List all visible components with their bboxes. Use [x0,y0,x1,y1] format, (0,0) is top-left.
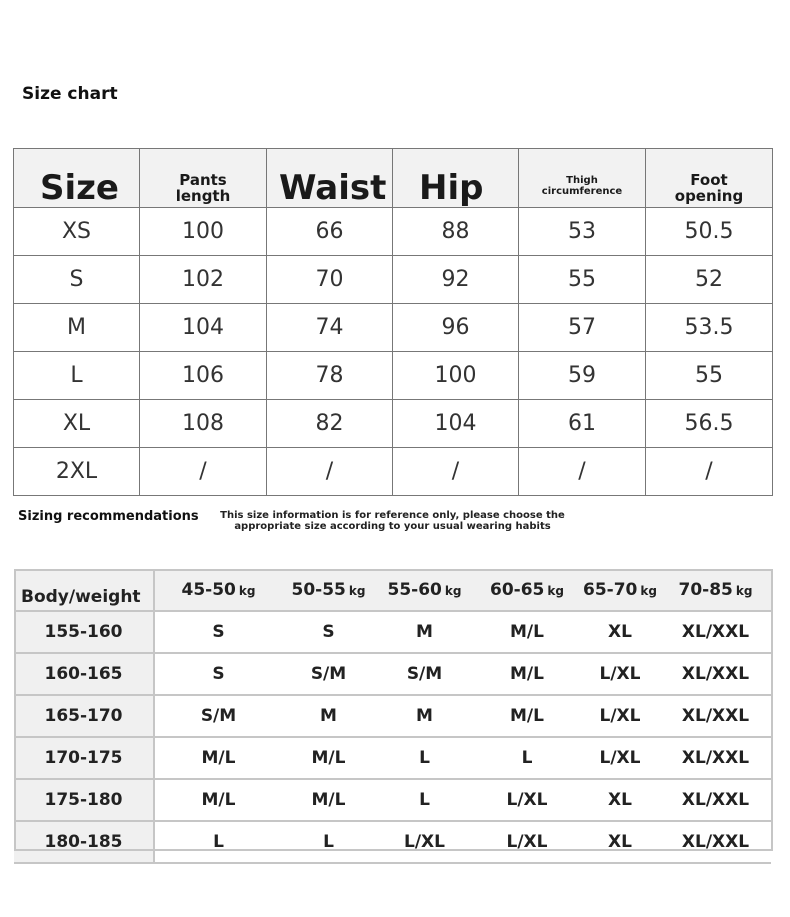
measurement-cell: 57 [519,304,646,352]
recommended-size-cell: L/XL [580,737,660,779]
recommended-size-cell: M/L [474,611,580,653]
recommended-size-cell: L [154,821,282,863]
recommended-size-cell: M/L [474,695,580,737]
recommended-size-cell: L/XL [375,821,474,863]
size-row [14,208,773,256]
recommended-size-cell: M/L [154,779,282,821]
size-label-cell: M [14,304,140,352]
measurement-cell: 102 [140,256,267,304]
measurement-cell: / [267,448,393,496]
kg-unit: kg [238,583,256,598]
weight-header [580,569,660,611]
header-pants-length-text: Pants length [175,171,231,205]
recommended-size-cell: M [375,695,474,737]
recommendation-row [14,779,771,821]
header-foot-opening [646,149,773,208]
weight-range: 50-55 [291,579,346,600]
recommended-size-cell: XL/XXL [660,821,771,863]
header-thigh-text: Thigh circumference [541,175,623,197]
recommendation-row [14,737,771,779]
recommended-size-cell: S [282,611,375,653]
recommended-size-cell: S [154,653,282,695]
recommended-size-cell: M/L [154,737,282,779]
weight-header [660,569,771,611]
recommended-size-cell: M/L [474,653,580,695]
measurement-cell: 104 [140,304,267,352]
kg-unit: kg [547,583,564,598]
recommended-size-cell: L [375,779,474,821]
recommendation-row [14,821,771,863]
recommended-size-cell: L [474,737,580,779]
weight-range: 70-85 [678,579,733,600]
measurement-cell: 52 [646,256,773,304]
body-weight-corner: Body/weight [14,569,154,611]
measurement-cell: 92 [393,256,519,304]
height-range-cell: 165-170 [14,695,154,737]
size-row [14,448,773,496]
measurement-cell: / [646,448,773,496]
measurement-cell: 55 [646,352,773,400]
recommended-size-cell: S/M [375,653,474,695]
header-size: Size [14,149,140,208]
measurement-cell: 96 [393,304,519,352]
kg-unit: kg [640,583,657,598]
measurement-cell: 70 [267,256,393,304]
weight-header [154,569,282,611]
size-label-cell: XL [14,400,140,448]
recommended-size-cell: L/XL [474,779,580,821]
measurement-cell: 55 [519,256,646,304]
kg-unit: kg [348,583,366,598]
recommendation-row [14,653,771,695]
weight-range: 55-60 [387,579,442,600]
size-row [14,352,773,400]
measurement-cell: / [519,448,646,496]
recommended-size-cell: S [154,611,282,653]
measurement-cell: / [140,448,267,496]
reference-note: This size information is for reference only, please choose the appropriate size according to your usual wearing habits [220,510,565,532]
height-range-cell: 155-160 [14,611,154,653]
weight-range: 45-50 [181,579,236,600]
weight-header [375,569,474,611]
header-foot-text: Foot opening [674,171,744,205]
measurement-cell: 108 [140,400,267,448]
height-range-cell: 175-180 [14,779,154,821]
weight-range: 65-70 [583,579,638,600]
recommended-size-cell: L/XL [580,653,660,695]
size-chart-header-row [14,149,773,208]
size-label-cell: L [14,352,140,400]
height-range-cell: 160-165 [14,653,154,695]
measurement-cell: 56.5 [646,400,773,448]
kg-unit: kg [735,583,753,598]
measurement-cell: 82 [267,400,393,448]
measurement-cell: 74 [267,304,393,352]
size-row [14,400,773,448]
measurement-cell: 100 [393,352,519,400]
recommendation-table [14,569,771,864]
size-label-cell: XS [14,208,140,256]
size-row [14,256,773,304]
page-title: Size chart [22,84,118,104]
recommendation-row [14,695,771,737]
measurement-cell: 66 [267,208,393,256]
size-row [14,304,773,352]
recommended-size-cell: XL/XXL [660,653,771,695]
recommended-size-cell: L [282,821,375,863]
measurement-cell: 59 [519,352,646,400]
measurement-cell: / [393,448,519,496]
size-label-cell: 2XL [14,448,140,496]
header-hip: Hip [393,149,519,208]
weight-range: 60-65 [490,579,545,600]
measurement-cell: 53.5 [646,304,773,352]
recommended-size-cell: M [375,611,474,653]
header-thigh-circumference [519,149,646,208]
recommended-size-cell: L/XL [474,821,580,863]
measurement-cell: 106 [140,352,267,400]
recommended-size-cell: L [375,737,474,779]
height-range-cell: 170-175 [14,737,154,779]
measurement-cell: 61 [519,400,646,448]
recommended-size-cell: M [282,695,375,737]
measurement-cell: 100 [140,208,267,256]
size-chart-table [13,148,773,496]
recommended-size-cell: XL [580,821,660,863]
measurement-cell: 104 [393,400,519,448]
recommended-size-cell: L/XL [580,695,660,737]
header-pants-length [140,149,267,208]
recommended-size-cell: XL/XXL [660,737,771,779]
kg-unit: kg [444,583,462,598]
sizing-recommendations-label: Sizing recommendations [18,509,199,524]
header-waist: Waist [267,149,393,208]
height-range-cell: 180-185 [14,821,154,863]
recommended-size-cell: XL [580,779,660,821]
recommended-size-cell: XL [580,611,660,653]
recommended-size-cell: XL/XXL [660,611,771,653]
recommended-size-cell: XL/XXL [660,779,771,821]
recommended-size-cell: XL/XXL [660,695,771,737]
recommended-size-cell: S/M [154,695,282,737]
recommended-size-cell: M/L [282,779,375,821]
weight-header [282,569,375,611]
size-label-cell: S [14,256,140,304]
measurement-cell: 53 [519,208,646,256]
measurement-cell: 78 [267,352,393,400]
recommended-size-cell: S/M [282,653,375,695]
recommendation-row [14,611,771,653]
recommendation-header-row [14,569,771,611]
weight-header [474,569,580,611]
measurement-cell: 88 [393,208,519,256]
recommended-size-cell: M/L [282,737,375,779]
measurement-cell: 50.5 [646,208,773,256]
